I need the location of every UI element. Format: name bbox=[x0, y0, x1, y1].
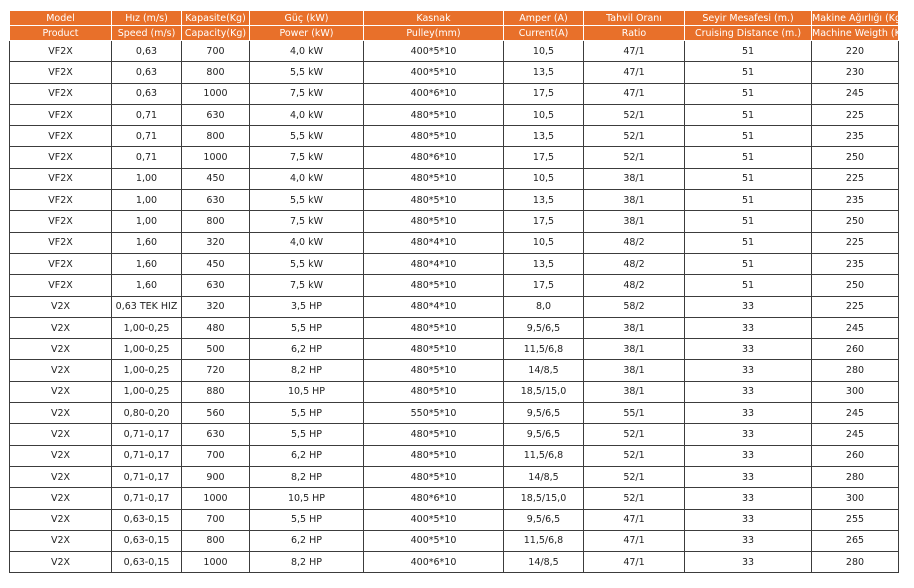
cell-power: 8,2 HP bbox=[250, 360, 364, 381]
cell-model: V2X bbox=[10, 509, 112, 530]
cell-capacity: 450 bbox=[182, 168, 250, 189]
cell-weight: 250 bbox=[812, 211, 899, 232]
cell-capacity: 700 bbox=[182, 509, 250, 530]
cell-pulley: 480*5*10 bbox=[364, 211, 504, 232]
cell-weight: 250 bbox=[812, 275, 899, 296]
cell-power: 4,0 kW bbox=[250, 104, 364, 125]
cell-capacity: 700 bbox=[182, 41, 250, 62]
cell-pulley: 480*4*10 bbox=[364, 253, 504, 274]
table-row bbox=[10, 211, 899, 232]
cell-ratio: 52/1 bbox=[584, 424, 685, 445]
cell-power: 10,5 HP bbox=[250, 488, 364, 509]
cell-ratio: 47/1 bbox=[584, 552, 685, 573]
cell-capacity: 630 bbox=[182, 275, 250, 296]
cell-capacity: 800 bbox=[182, 62, 250, 83]
table-row bbox=[10, 509, 899, 530]
table-row bbox=[10, 424, 899, 445]
cell-speed: 1,00 bbox=[112, 190, 182, 211]
cell-distance: 51 bbox=[685, 168, 812, 189]
cell-current: 11,5/6,8 bbox=[504, 339, 584, 360]
table-row bbox=[10, 317, 899, 338]
cell-model: VF2X bbox=[10, 147, 112, 168]
cell-ratio: 48/2 bbox=[584, 232, 685, 253]
cell-current: 11,5/6,8 bbox=[504, 530, 584, 551]
cell-power: 8,2 HP bbox=[250, 552, 364, 573]
cell-speed: 0,71-0,17 bbox=[112, 445, 182, 466]
cell-pulley: 480*5*10 bbox=[364, 381, 504, 402]
cell-model: V2X bbox=[10, 381, 112, 402]
cell-weight: 245 bbox=[812, 317, 899, 338]
cell-model: VF2X bbox=[10, 253, 112, 274]
header-power: Güç (kW) bbox=[250, 11, 364, 26]
cell-pulley: 400*5*10 bbox=[364, 62, 504, 83]
cell-current: 18,5/15,0 bbox=[504, 488, 584, 509]
cell-speed: 1,00-0,25 bbox=[112, 360, 182, 381]
cell-capacity: 1000 bbox=[182, 147, 250, 168]
cell-model: V2X bbox=[10, 552, 112, 573]
cell-weight: 300 bbox=[812, 488, 899, 509]
cell-current: 13,5 bbox=[504, 126, 584, 147]
cell-distance: 51 bbox=[685, 211, 812, 232]
cell-pulley: 480*6*10 bbox=[364, 488, 504, 509]
cell-weight: 225 bbox=[812, 104, 899, 125]
cell-power: 6,2 HP bbox=[250, 530, 364, 551]
cell-ratio: 47/1 bbox=[584, 41, 685, 62]
cell-distance: 33 bbox=[685, 552, 812, 573]
cell-ratio: 48/2 bbox=[584, 275, 685, 296]
cell-current: 14/8,5 bbox=[504, 466, 584, 487]
table-row bbox=[10, 147, 899, 168]
cell-power: 4,0 kW bbox=[250, 232, 364, 253]
cell-speed: 0,63 bbox=[112, 41, 182, 62]
cell-weight: 260 bbox=[812, 445, 899, 466]
cell-ratio: 38/1 bbox=[584, 360, 685, 381]
header-speed-en: Speed (m/s) bbox=[112, 26, 182, 41]
cell-ratio: 52/1 bbox=[584, 466, 685, 487]
header-speed: Hız (m/s) bbox=[112, 11, 182, 26]
cell-weight: 265 bbox=[812, 530, 899, 551]
header-capacity-en: Capacity(Kg) bbox=[182, 26, 250, 41]
cell-capacity: 630 bbox=[182, 424, 250, 445]
cell-model: V2X bbox=[10, 296, 112, 317]
cell-ratio: 52/1 bbox=[584, 445, 685, 466]
header-capacity: Kapasite(Kg) bbox=[182, 11, 250, 26]
cell-model: V2X bbox=[10, 466, 112, 487]
cell-capacity: 480 bbox=[182, 317, 250, 338]
cell-current: 14/8,5 bbox=[504, 552, 584, 573]
cell-model: VF2X bbox=[10, 62, 112, 83]
cell-model: VF2X bbox=[10, 190, 112, 211]
header-product-en: Product bbox=[10, 26, 112, 41]
cell-ratio: 52/1 bbox=[584, 147, 685, 168]
cell-power: 6,2 HP bbox=[250, 339, 364, 360]
cell-speed: 0,63 bbox=[112, 83, 182, 104]
cell-distance: 33 bbox=[685, 360, 812, 381]
cell-power: 7,5 kW bbox=[250, 275, 364, 296]
cell-distance: 51 bbox=[685, 62, 812, 83]
table-row bbox=[10, 126, 899, 147]
cell-model: VF2X bbox=[10, 104, 112, 125]
cell-power: 10,5 HP bbox=[250, 381, 364, 402]
table-row bbox=[10, 530, 899, 551]
header-model: Model bbox=[10, 11, 112, 26]
cell-current: 11,5/6,8 bbox=[504, 445, 584, 466]
table-row bbox=[10, 552, 899, 573]
cell-speed: 1,60 bbox=[112, 232, 182, 253]
cell-weight: 280 bbox=[812, 552, 899, 573]
cell-power: 3,5 HP bbox=[250, 296, 364, 317]
cell-ratio: 52/1 bbox=[584, 126, 685, 147]
cell-pulley: 480*5*10 bbox=[364, 445, 504, 466]
table-row bbox=[10, 83, 899, 104]
cell-ratio: 48/2 bbox=[584, 253, 685, 274]
cell-current: 17,5 bbox=[504, 275, 584, 296]
cell-speed: 0,80-0,20 bbox=[112, 403, 182, 424]
cell-capacity: 450 bbox=[182, 253, 250, 274]
header-weight-en: Machine Weigth (Kg.) bbox=[812, 27, 914, 39]
cell-ratio: 47/1 bbox=[584, 62, 685, 83]
cell-current: 14/8,5 bbox=[504, 360, 584, 381]
cell-weight: 255 bbox=[812, 509, 899, 530]
cell-power: 5,5 HP bbox=[250, 424, 364, 445]
cell-ratio: 38/1 bbox=[584, 168, 685, 189]
cell-power: 4,0 kW bbox=[250, 41, 364, 62]
table-row bbox=[10, 104, 899, 125]
cell-model: VF2X bbox=[10, 168, 112, 189]
cell-power: 6,2 HP bbox=[250, 445, 364, 466]
cell-weight: 260 bbox=[812, 339, 899, 360]
cell-model: V2X bbox=[10, 488, 112, 509]
cell-pulley: 480*4*10 bbox=[364, 296, 504, 317]
cell-speed: 1,60 bbox=[112, 275, 182, 296]
table-row bbox=[10, 360, 899, 381]
cell-speed: 1,00-0,25 bbox=[112, 381, 182, 402]
cell-distance: 51 bbox=[685, 104, 812, 125]
table-row bbox=[10, 403, 899, 424]
cell-current: 13,5 bbox=[504, 253, 584, 274]
cell-distance: 33 bbox=[685, 445, 812, 466]
cell-capacity: 1000 bbox=[182, 83, 250, 104]
cell-model: V2X bbox=[10, 360, 112, 381]
cell-weight: 225 bbox=[812, 232, 899, 253]
cell-pulley: 480*5*10 bbox=[364, 339, 504, 360]
header-distance: Seyir Mesafesi (m.) bbox=[685, 11, 812, 26]
cell-pulley: 400*6*10 bbox=[364, 83, 504, 104]
cell-speed: 0,63-0,15 bbox=[112, 552, 182, 573]
cell-model: VF2X bbox=[10, 41, 112, 62]
table-row bbox=[10, 232, 899, 253]
cell-speed: 1,00-0,25 bbox=[112, 339, 182, 360]
cell-pulley: 480*5*10 bbox=[364, 360, 504, 381]
table-row bbox=[10, 381, 899, 402]
cell-distance: 51 bbox=[685, 83, 812, 104]
table-row bbox=[10, 466, 899, 487]
cell-capacity: 320 bbox=[182, 296, 250, 317]
table-row bbox=[10, 275, 899, 296]
cell-distance: 33 bbox=[685, 317, 812, 338]
cell-current: 10,5 bbox=[504, 168, 584, 189]
cell-model: V2X bbox=[10, 339, 112, 360]
cell-pulley: 480*5*10 bbox=[364, 104, 504, 125]
cell-weight: 245 bbox=[812, 83, 899, 104]
cell-weight: 300 bbox=[812, 381, 899, 402]
cell-distance: 33 bbox=[685, 466, 812, 487]
cell-pulley: 480*5*10 bbox=[364, 466, 504, 487]
header-current-en: Current(A) bbox=[504, 26, 584, 41]
cell-current: 9,5/6,5 bbox=[504, 403, 584, 424]
table-row bbox=[10, 445, 899, 466]
table-row bbox=[10, 253, 899, 274]
cell-ratio: 55/1 bbox=[584, 403, 685, 424]
cell-speed: 0,63 TEK HIZ bbox=[112, 296, 182, 317]
cell-weight: 235 bbox=[812, 190, 899, 211]
cell-distance: 51 bbox=[685, 190, 812, 211]
cell-capacity: 900 bbox=[182, 466, 250, 487]
cell-distance: 33 bbox=[685, 530, 812, 551]
cell-capacity: 1000 bbox=[182, 552, 250, 573]
cell-distance: 33 bbox=[685, 381, 812, 402]
cell-weight: 245 bbox=[812, 403, 899, 424]
cell-speed: 0,71-0,17 bbox=[112, 488, 182, 509]
cell-ratio: 47/1 bbox=[584, 83, 685, 104]
header-row-english bbox=[10, 26, 899, 41]
table-row bbox=[10, 62, 899, 83]
cell-capacity: 800 bbox=[182, 126, 250, 147]
cell-power: 5,5 kW bbox=[250, 190, 364, 211]
cell-distance: 33 bbox=[685, 339, 812, 360]
cell-power: 8,2 HP bbox=[250, 466, 364, 487]
cell-pulley: 480*4*10 bbox=[364, 232, 504, 253]
cell-ratio: 58/2 bbox=[584, 296, 685, 317]
cell-distance: 33 bbox=[685, 488, 812, 509]
cell-model: VF2X bbox=[10, 275, 112, 296]
cell-current: 18,5/15,0 bbox=[504, 381, 584, 402]
cell-pulley: 550*5*10 bbox=[364, 403, 504, 424]
cell-weight: 225 bbox=[812, 168, 899, 189]
cell-power: 7,5 kW bbox=[250, 211, 364, 232]
table-row bbox=[10, 190, 899, 211]
cell-capacity: 800 bbox=[182, 211, 250, 232]
cell-ratio: 38/1 bbox=[584, 190, 685, 211]
cell-capacity: 320 bbox=[182, 232, 250, 253]
cell-capacity: 500 bbox=[182, 339, 250, 360]
cell-distance: 51 bbox=[685, 41, 812, 62]
cell-capacity: 1000 bbox=[182, 488, 250, 509]
table-row bbox=[10, 41, 899, 62]
cell-capacity: 800 bbox=[182, 530, 250, 551]
cell-pulley: 400*5*10 bbox=[364, 509, 504, 530]
cell-distance: 51 bbox=[685, 275, 812, 296]
cell-speed: 0,71-0,17 bbox=[112, 466, 182, 487]
cell-pulley: 480*5*10 bbox=[364, 424, 504, 445]
cell-current: 17,5 bbox=[504, 211, 584, 232]
cell-current: 9,5/6,5 bbox=[504, 509, 584, 530]
cell-model: V2X bbox=[10, 530, 112, 551]
header-ratio: Tahvil Oranı bbox=[584, 11, 685, 26]
cell-distance: 33 bbox=[685, 296, 812, 317]
header-power-en: Power (kW) bbox=[250, 26, 364, 41]
cell-current: 9,5/6,5 bbox=[504, 317, 584, 338]
cell-pulley: 400*5*10 bbox=[364, 41, 504, 62]
cell-model: VF2X bbox=[10, 232, 112, 253]
cell-current: 8,0 bbox=[504, 296, 584, 317]
header-weight: Makine Ağırlığı (Kg.) bbox=[812, 12, 908, 24]
cell-weight: 280 bbox=[812, 466, 899, 487]
cell-speed: 0,63 bbox=[112, 62, 182, 83]
cell-current: 10,5 bbox=[504, 41, 584, 62]
cell-model: VF2X bbox=[10, 83, 112, 104]
cell-capacity: 700 bbox=[182, 445, 250, 466]
cell-ratio: 38/1 bbox=[584, 339, 685, 360]
cell-weight: 225 bbox=[812, 296, 899, 317]
cell-speed: 1,00 bbox=[112, 211, 182, 232]
cell-speed: 1,00-0,25 bbox=[112, 317, 182, 338]
cell-power: 7,5 kW bbox=[250, 147, 364, 168]
header-distance-en: Cruising Distance (m.) bbox=[685, 26, 812, 41]
header-ratio-en: Ratio bbox=[584, 26, 685, 41]
cell-speed: 0,71 bbox=[112, 147, 182, 168]
cell-speed: 0,71 bbox=[112, 126, 182, 147]
cell-power: 7,5 kW bbox=[250, 83, 364, 104]
cell-model: VF2X bbox=[10, 211, 112, 232]
cell-power: 4,0 kW bbox=[250, 168, 364, 189]
cell-capacity: 720 bbox=[182, 360, 250, 381]
table-row bbox=[10, 488, 899, 509]
cell-power: 5,5 HP bbox=[250, 403, 364, 424]
cell-pulley: 400*6*10 bbox=[364, 552, 504, 573]
table-header bbox=[10, 11, 914, 41]
cell-current: 17,5 bbox=[504, 83, 584, 104]
cell-current: 10,5 bbox=[504, 104, 584, 125]
cell-capacity: 630 bbox=[182, 190, 250, 211]
cell-ratio: 52/1 bbox=[584, 488, 685, 509]
cell-pulley: 480*5*10 bbox=[364, 168, 504, 189]
cell-weight: 220 bbox=[812, 41, 899, 62]
cell-pulley: 480*5*10 bbox=[364, 275, 504, 296]
cell-pulley: 480*5*10 bbox=[364, 126, 504, 147]
cell-power: 5,5 kW bbox=[250, 62, 364, 83]
cell-power: 5,5 HP bbox=[250, 509, 364, 530]
cell-model: VF2X bbox=[10, 126, 112, 147]
cell-distance: 51 bbox=[685, 147, 812, 168]
table-row bbox=[10, 296, 899, 317]
cell-model: V2X bbox=[10, 317, 112, 338]
spec-table-container bbox=[9, 10, 914, 573]
cell-model: V2X bbox=[10, 424, 112, 445]
cell-model: V2X bbox=[10, 445, 112, 466]
cell-speed: 1,00 bbox=[112, 168, 182, 189]
cell-ratio: 38/1 bbox=[584, 381, 685, 402]
header-pulley: Kasnak bbox=[364, 11, 504, 26]
cell-distance: 51 bbox=[685, 232, 812, 253]
cell-power: 5,5 kW bbox=[250, 126, 364, 147]
cell-model: V2X bbox=[10, 403, 112, 424]
header-pulley-en: Pulley(mm) bbox=[364, 26, 504, 41]
cell-power: 5,5 HP bbox=[250, 317, 364, 338]
cell-weight: 280 bbox=[812, 360, 899, 381]
cell-current: 13,5 bbox=[504, 62, 584, 83]
cell-capacity: 880 bbox=[182, 381, 250, 402]
cell-ratio: 52/1 bbox=[584, 104, 685, 125]
cell-distance: 51 bbox=[685, 253, 812, 274]
cell-distance: 33 bbox=[685, 509, 812, 530]
cell-weight: 230 bbox=[812, 62, 899, 83]
machine-spec-table bbox=[9, 10, 914, 573]
header-current: Amper (A) bbox=[504, 11, 584, 26]
table-body bbox=[10, 41, 899, 573]
cell-pulley: 480*5*10 bbox=[364, 317, 504, 338]
cell-speed: 0,71-0,17 bbox=[112, 424, 182, 445]
cell-distance: 33 bbox=[685, 424, 812, 445]
cell-ratio: 47/1 bbox=[584, 530, 685, 551]
cell-current: 9,5/6,5 bbox=[504, 424, 584, 445]
cell-current: 10,5 bbox=[504, 232, 584, 253]
cell-current: 17,5 bbox=[504, 147, 584, 168]
cell-capacity: 560 bbox=[182, 403, 250, 424]
header-row-turkish bbox=[10, 11, 899, 26]
cell-speed: 0,71 bbox=[112, 104, 182, 125]
table-row bbox=[10, 168, 899, 189]
cell-weight: 235 bbox=[812, 253, 899, 274]
cell-weight: 250 bbox=[812, 147, 899, 168]
cell-pulley: 480*5*10 bbox=[364, 190, 504, 211]
cell-pulley: 400*5*10 bbox=[364, 530, 504, 551]
cell-speed: 1,60 bbox=[112, 253, 182, 274]
cell-speed: 0,63-0,15 bbox=[112, 530, 182, 551]
cell-pulley: 480*6*10 bbox=[364, 147, 504, 168]
table-row bbox=[10, 339, 899, 360]
cell-ratio: 47/1 bbox=[584, 509, 685, 530]
cell-capacity: 630 bbox=[182, 104, 250, 125]
cell-weight: 245 bbox=[812, 424, 899, 445]
cell-power: 5,5 kW bbox=[250, 253, 364, 274]
cell-ratio: 38/1 bbox=[584, 317, 685, 338]
cell-current: 13,5 bbox=[504, 190, 584, 211]
cell-weight: 235 bbox=[812, 126, 899, 147]
cell-distance: 51 bbox=[685, 126, 812, 147]
cell-speed: 0,63-0,15 bbox=[112, 509, 182, 530]
cell-distance: 33 bbox=[685, 403, 812, 424]
cell-ratio: 38/1 bbox=[584, 211, 685, 232]
